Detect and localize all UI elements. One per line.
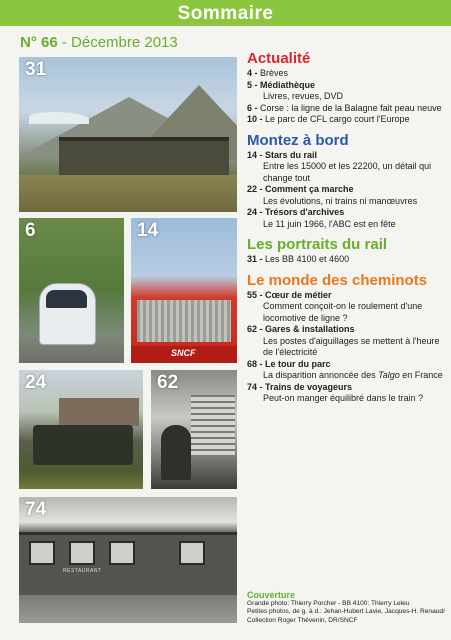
toc-entry[interactable]: 74 - Trains de voyageurs Peut-on manger équilibré dans le train ? xyxy=(247,381,424,403)
toc-entry[interactable]: 14 - Stars du rail Entre les 15000 et les 22200, un détail qui change tout xyxy=(247,149,432,183)
locomotive xyxy=(59,137,229,175)
toc-entry[interactable]: 31 - Les BB 4100 et 4600 xyxy=(247,254,350,264)
operator xyxy=(161,425,191,480)
toc-entry[interactable]: 68 - Le tour du parc La disparition annoncée des Talgo en France xyxy=(247,358,443,380)
toc-entry[interactable]: 62 - Gares & installations Les postes d'aiguillages se mettent à l'heure de l'électricité xyxy=(247,324,440,357)
sncf-logo: SNCF xyxy=(171,348,196,358)
credits-line: Petites photos, de g. à d.: Jehan-Hubert Lavie, Jacques-H. Renaud/ xyxy=(247,608,445,616)
photo-62[interactable] xyxy=(151,370,237,489)
credits-line: Collection Roger Thévenin, DR/SNCF xyxy=(247,616,358,624)
section-portraits xyxy=(247,236,447,266)
steam-locomotive xyxy=(33,425,133,465)
restaurant-sign: RESTAURANT xyxy=(63,568,102,574)
photo-page-number: 24 xyxy=(25,372,47,393)
section-title: Montez à bord xyxy=(247,131,349,149)
contents-column xyxy=(247,50,447,405)
photo-74[interactable] xyxy=(19,497,237,623)
photo-page-number: 6 xyxy=(25,220,36,241)
banner xyxy=(0,0,451,26)
toc-entry[interactable]: 55 - Cœur de métier Comment conçoit-on le roulement d'une locomotive de ligne ? xyxy=(247,289,423,323)
issue-number: N° 66 xyxy=(20,34,58,51)
section-title: Actualité xyxy=(247,50,311,67)
issue-date: - Décembre 2013 xyxy=(57,34,178,51)
section-montez-a-bord xyxy=(247,132,447,231)
section-title: Le monde des cheminots xyxy=(247,271,428,289)
toc-entry[interactable]: 6 - Corse : la ligne de la Balagne fait peau neuve xyxy=(247,102,442,113)
section-title: Les portraits du rail xyxy=(247,236,388,253)
cover-credits xyxy=(247,591,451,625)
photo-24[interactable] xyxy=(19,370,143,489)
toc-entry[interactable]: 5 - Médiathèque Livres, revues, DVD xyxy=(247,79,344,101)
photo-14[interactable] xyxy=(131,218,237,363)
issue-line xyxy=(20,34,178,51)
photo-6[interactable] xyxy=(19,218,124,363)
toc-entry[interactable]: 22 - Comment ça marche Les évolutions, ni trains ni manœuvres xyxy=(247,184,418,206)
toc-entry[interactable]: 24 - Trésors d'archives Le 11 juin 1966, l'ABC est en fête xyxy=(247,207,396,229)
section-actualite xyxy=(247,50,447,126)
photo-31[interactable] xyxy=(19,57,237,212)
photo-page-number: 74 xyxy=(25,499,47,520)
toc-entry[interactable]: 10 - Le parc de CFL cargo court l'Europe xyxy=(247,114,410,124)
credits-title: Couverture xyxy=(247,590,296,600)
banner-title: Sommaire xyxy=(177,3,274,24)
photo-page-number: 62 xyxy=(157,372,179,393)
photo-page-number: 31 xyxy=(25,59,47,80)
photo-page-number: 14 xyxy=(137,220,159,241)
toc-entry[interactable]: 4 - Brèves xyxy=(247,68,289,78)
section-cheminots xyxy=(247,272,447,405)
credits-line: Grande photo: Thierry Porcher - BB 4100: Thierry Leleu xyxy=(247,599,410,607)
